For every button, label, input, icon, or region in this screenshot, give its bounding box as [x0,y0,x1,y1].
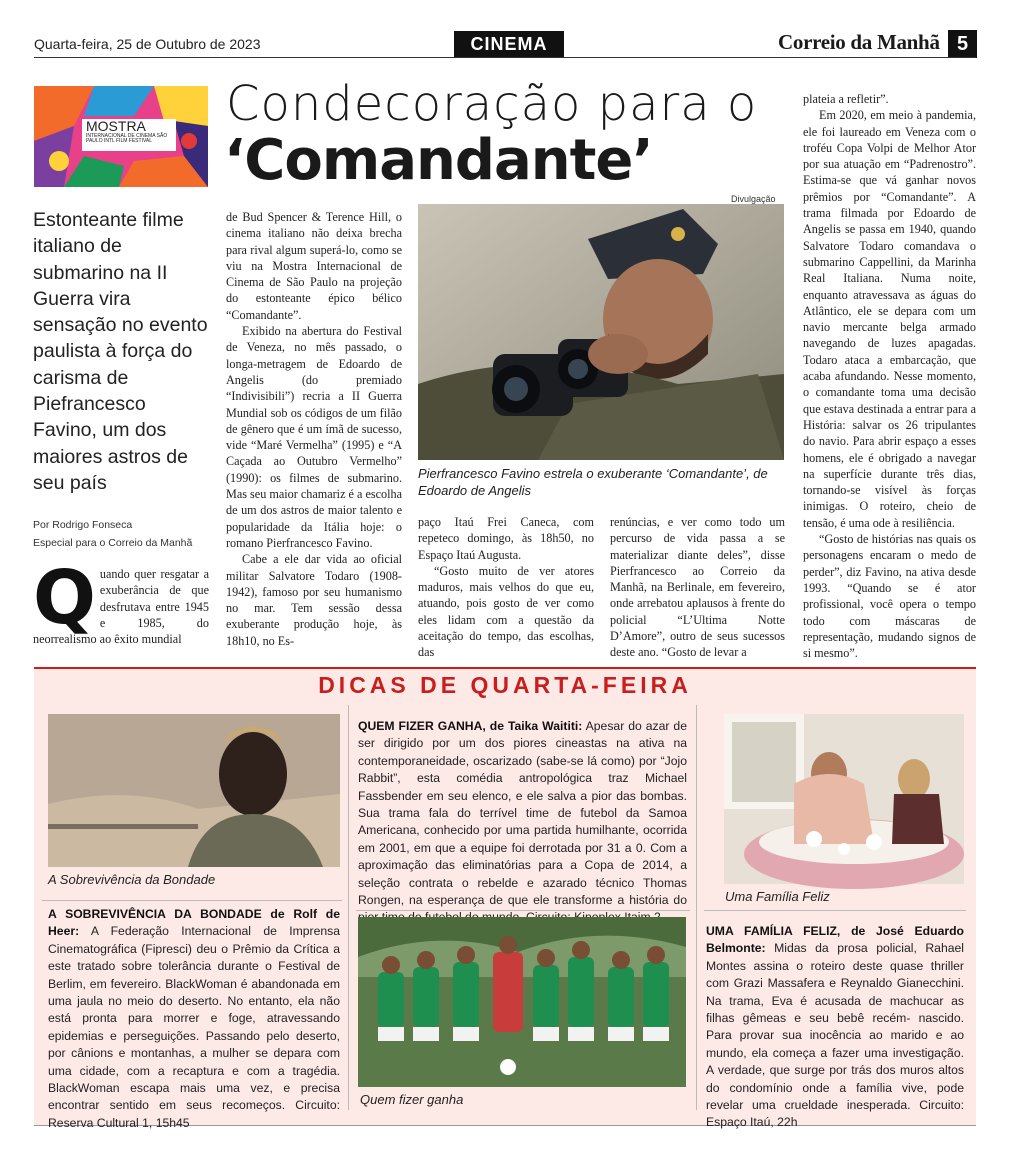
article-paragraph: Em 2020, em meio à pandemia, ele foi laureado em Veneza com o troféu Copa Volpi de Melhor Ator por sua atuação em “Padrenostro”. Estima-se que vá ganhar novos prêmios por “Comandante”. A trama filmada por Edoardo de Angelis se passa em 1940, quando Salvatore Todaro comandava o submarino Cappellini, da Marinha Real Italiana. Numa noite, enquanto atravessava as águas do Atlântico, ele se depara com um navio mercante belga armado navegando de luzes apagadas. Todaro ataca a embarcação, que acaba afundando. Nesse momento, o comandante toma uma decisão que estava destinada a entrar para a História: salvar os 26 tripulantes do navio. Para abrir espaço a esses homens, ele é obrigado a navegar na superfície durante três dias, tornando-se visível às forças inimigas. O roteiro, cheio de tensão, é uma ode à resiliência. [803,108,976,530]
article-column-5 [803,91,976,661]
article-column-3 [418,514,594,660]
tip1-caption: A Sobrevivência da Bondade [48,872,216,887]
tips-divider [348,705,349,1110]
tip3-text [706,923,964,1130]
article-paragraph: Cabe a ele dar vida ao oficial militar Salvatore Todaro (1908-1942), famoso por seu humanismo no mar. Tem sessão dessa exuberante produção hoje, às 18h10, no Es- [226,552,402,648]
tip1-photo [48,714,340,867]
logo-subtitle: INTERNACIONAL DE CINEMA SÃO PAULO INTL FILM FESTIVAL [86,133,168,144]
tips-divider [696,705,697,1110]
tip2-lead: QUEM FIZER GANHA, de Taika Waititi: [358,719,583,733]
tip1-body: A Federação Internacional de Imprensa Cinematográfica (Fipresci) deu o Prêmio da Crítica a este tratado sobre tolerância durante o Festival de Berlim, em fevereiro. BlackWoman é abandonada em uma jaula no meio do deserto. No entanto, ela não está pronta para morrer e foge, atravessando epidemias e perseguições. Passando pelo deserto, por cânions e montanhas, a mulher se depara com uma cidade, com a recaptura e com a tragédia. BlackWoman escapa mais uma vez, e precisa encontrar sentido em seus recomeços. Circuito: Reserva Cultural 1, 15h45 [48,924,340,1130]
tips-divider [704,910,966,911]
article-paragraph: renúncias, e ver como todo um percurso de vida passa a se materializar diante deles”, disse Pierfrancesco ao Correio da Manhã, na Berlinale, em fevereiro, onde arrebatou aplausos à frente do policial “L’Ultima Notte D’Amore”, outro de seus sucessos deste ano. “Gosto de levar a [610,515,785,660]
tip3-photo [724,714,964,884]
byline-role: Especial para o Correio da Manhã [33,537,193,549]
tip2-text [358,718,687,908]
mostra-logo [34,86,208,187]
deck: Estonteante filme italiano de submarino na II Guerra vira sensação no evento paulista à força do carisma de Piefrancesco Favino, um dos maiores astros de seu país [33,209,208,494]
tip1-lead: A SOBREVIVÊNCIA DA BONDADE de Rolf de Heer: [48,907,340,939]
article-paragraph: “Gosto muito de ver atores maduros, mais velhos do que eu, atuando, pois gosto de ver como eles lidam com a questão da aceitação do tempo, das escolhas, das [418,563,594,660]
headline-line1: Condecoração para o [226,76,758,132]
page-number: 5 [948,30,977,58]
article-column-2 [226,209,402,650]
article-paragraph: de Bud Spencer & Terence Hill, o cinema italiano não deixa brecha para rival algum superá-lo, como se viu na Mostra Internacional de Cinema de São Paulo na projeção do estonteante épico bélico “Comandante”. [226,210,402,322]
tip3-caption: Uma Família Feliz [725,889,830,904]
tip3-body: Midas da prosa policial, Rahael Montes assina o roteiro deste quase thriller com Grazi Massafera e Reynaldo Gianecchini. Na trama, Eva é acusada de machucar as filhas gêmeas e seu bebê recém- nascido. Para provar sua inocência ao marido e ao mundo, ela começa a fazer uma investigação. A verdade, que surge por trás dos muros altos do condomínio onde a família vive, pode revelar uma crueldade inesperada. Circuito: Espaço Itaú, 22h [706,941,964,1130]
article-paragraph: “Gosto de histórias nas quais os personagens encaram o medo de perder”, diz Favino, na ativa desde 1993. “Quando se é ator profissional, você opera o tempo todo com máscaras de representação, mudando signos de si mesmo”. [803,532,976,661]
comandante-photo [418,204,784,460]
tip3-lead: UMA FAMÍLIA FELIZ, de José Eduardo Belmonte: [706,924,964,956]
byline [33,516,192,552]
header-rule [34,57,976,58]
article-paragraph: Exibido na abertura do Festival de Veneza, no mês passado, o longa-metragem de Edoardo de Angelis (do premiado “Indivisibili”) recria a II Guerra Mundial sob os códigos de um filão de gênero que é um ímã de sucesso, vide “Maré Vermelha” (1995) e “A Caçada ao Outubro Vermelho” (1990): os filmes de submarino. Mas seu maior chamariz é a escolha de um dos astros de maior talento e popularidade da Itália hoje: o romano Pierfrancesco Favino. [226,324,402,550]
article-column-4 [610,514,785,660]
tip2-photo [358,917,686,1087]
byline-author: Por Rodrigo Fonseca [33,519,133,531]
tips-heading: DICAS DE QUARTA-FEIRA [318,672,692,698]
newspaper-brand: Correio da Manhã [778,30,940,54]
logo-wordmark: MOSTRA [86,118,146,134]
photo-credit: Divulgação [731,194,776,204]
article-column-1 [33,555,209,650]
article-paragraph: uando quer resgatar a exuberância de que desfrutava entre 1945 e 1985, do neorrealismo ao êxito mundial [33,567,209,647]
logo-textbox [82,119,176,151]
issue-date: Quarta-feira, 25 de Outubro de 2023 [34,36,261,52]
headline-line2: ‘Comandante’ [224,128,653,193]
article-paragraph: plateia a refletir”. [803,92,889,106]
tip1-text [48,906,340,1130]
dropcap: Q [33,555,96,641]
tips-divider [42,900,342,901]
article-paragraph: paço Itaú Frei Caneca, com repeteco domingo, às 18h50, no Espaço Itaú Augusta. [418,515,594,562]
photo-caption: Pierfrancesco Favino estrela o exuberante ‘Comandante’, de Edoardo de Angelis [418,466,768,498]
section-label: CINEMA [454,31,564,57]
tip2-caption: Quem fizer ganha [360,1092,464,1107]
tip2-body: Apesar do azar de ser dirigido por um dos piores cineastas na ativa na contemporaneidade, oscarizado (sabe-se lá como) por “Jojo Rabbit”, esta comédia antropológica traz Michael Fassbender em seu elenco, e ele salva a pior das bombas. Sua trama fala do terrível time de futebol da Samoa Americana, conhecido por uma partida humilhante, ocorrida em 2001, em que a equipe foi derrotada por 31 a 0. Com a aproximação das eliminatórias para a Copa de 2014, a seleção contrata o rebelde e azarado técnico Thomas Rongen, na esperança de que ele transforme a história do [358,719,687,908]
